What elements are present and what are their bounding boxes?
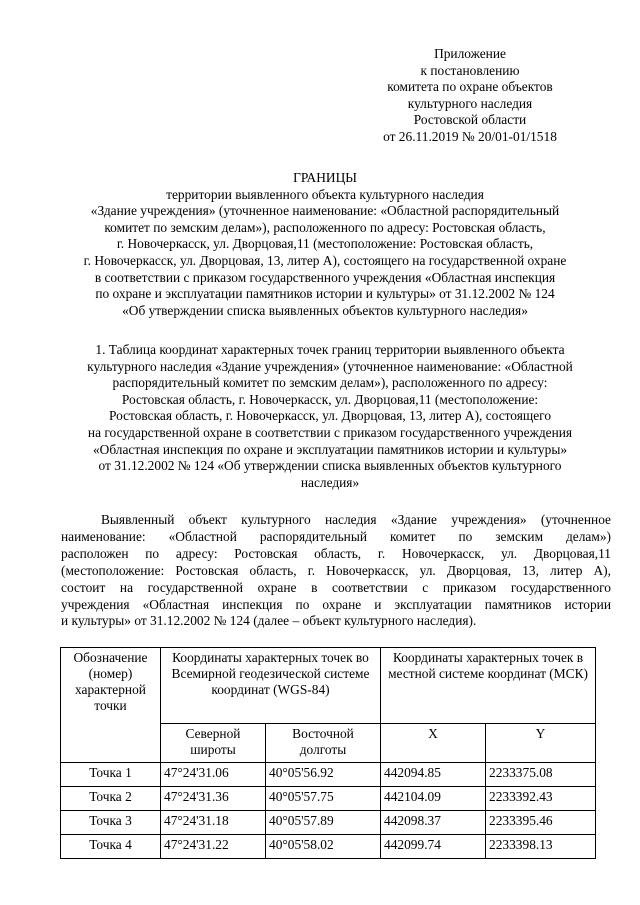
paragraph-line: состоит на государственной охране в соответствии с приказом государственного bbox=[61, 579, 611, 595]
cell-lon: 40°05'56.92 bbox=[266, 763, 381, 787]
cell-point: Точка 2 bbox=[61, 787, 161, 811]
paragraph-line: наименование: «Областной распорядительный комитет по земским делам») bbox=[61, 528, 611, 544]
cell-lon: 40°05'57.75 bbox=[266, 787, 381, 811]
title-heading: ГРАНИЦЫ bbox=[293, 170, 357, 185]
section-line: распорядительный комитет по земским делам»), расположенного по адресу: bbox=[112, 375, 548, 391]
appendix-line: от 26.11.2019 № 20/01-01/1518 bbox=[383, 128, 557, 144]
header-wgs: Координаты характерных точек во Всемирной геодезической системе координат (WGS-84) bbox=[161, 648, 381, 724]
document-title bbox=[40, 170, 610, 319]
section-line: от 31.12.2002 № 124 «Об утверждении списка выявленных объектов культурного bbox=[98, 458, 562, 474]
cell-lat: 47°24'31.36 bbox=[161, 787, 266, 811]
title-line: комитет по земским делам»), расположенного по адресу: Ростовская область, bbox=[104, 219, 546, 235]
cell-lat: 47°24'31.18 bbox=[161, 811, 266, 835]
cell-x: 442099.74 bbox=[381, 835, 486, 859]
paragraph-line: расположен по адресу: Ростовская область, г. Новочеркасск, ул. Дворцовая,11 bbox=[61, 545, 611, 561]
title-line: «Здание учреждения» (уточненное наименование: «Областной распорядительный bbox=[90, 203, 560, 219]
header-east: Восточной долготы bbox=[266, 724, 381, 763]
table-row bbox=[61, 787, 596, 811]
cell-lat: 47°24'31.22 bbox=[161, 835, 266, 859]
section-line: 1. Таблица координат характерных точек границ территории выявленного объекта bbox=[95, 342, 565, 357]
appendix-line: культурного наследия bbox=[407, 95, 533, 111]
cell-y: 2233398.13 bbox=[486, 835, 596, 859]
cell-x: 442104.09 bbox=[381, 787, 486, 811]
header-designation: Обозначение (номер) характерной точки bbox=[61, 648, 161, 763]
table-row bbox=[61, 811, 596, 835]
table-row bbox=[61, 835, 596, 859]
appendix-line: Приложение bbox=[434, 46, 506, 61]
header-y: Y bbox=[486, 724, 596, 763]
paragraph-line: (местоположение: Ростовская область, г. Новочеркасск, ул. Дворцовая, 13, литер А), bbox=[61, 562, 611, 578]
appendix-line: к постановлению bbox=[420, 62, 520, 78]
header-x: X bbox=[381, 724, 486, 763]
section-line: наследия» bbox=[300, 474, 360, 490]
section-heading bbox=[40, 342, 620, 491]
section-line: Ростовская область, г. Новочеркасск, ул. Дворцовая,11 (местоположение: bbox=[121, 391, 539, 407]
cell-lon: 40°05'58.02 bbox=[266, 835, 381, 859]
section-line: Ростовская область, г. Новочеркасск, ул. Дворцовая, 13, литер А), состоящего bbox=[108, 408, 552, 424]
cell-point: Точка 1 bbox=[61, 763, 161, 787]
header-msk: Координаты характерных точек в местной системе координат (МСК) bbox=[381, 648, 596, 724]
cell-point: Точка 3 bbox=[61, 811, 161, 835]
body-paragraph bbox=[61, 512, 611, 630]
title-line: территории выявленного объекта культурного наследия bbox=[166, 186, 484, 202]
cell-x: 442098.37 bbox=[381, 811, 486, 835]
cell-lat: 47°24'31.06 bbox=[161, 763, 266, 787]
title-line: г. Новочеркасск, ул. Дворцовая, 13, литер А), состоящего на государственной охране bbox=[83, 252, 567, 268]
appendix-header bbox=[340, 46, 600, 146]
table-row bbox=[61, 763, 596, 787]
cell-y: 2233375.08 bbox=[486, 763, 596, 787]
cell-lon: 40°05'57.89 bbox=[266, 811, 381, 835]
header-north: Северной широты bbox=[161, 724, 266, 763]
coordinates-table bbox=[60, 647, 596, 859]
cell-x: 442094.85 bbox=[381, 763, 486, 787]
appendix-line: комитета по охране объектов bbox=[387, 79, 553, 95]
paragraph-line: Выявленный объект культурного наследия «Здание учреждения» (уточненное bbox=[101, 512, 611, 527]
section-line: на государственной охране в соответствии с приказом государственного учреждения bbox=[87, 424, 573, 440]
title-line: г. Новочеркасск, ул. Дворцовая,11 (местоположение: Ростовская область, bbox=[116, 236, 534, 252]
appendix-line: Ростовской области bbox=[413, 112, 527, 128]
section-line: культурного наследия «Здание учреждения» (уточненное наименование: «Областной bbox=[87, 358, 573, 374]
paragraph-line: и культуры» от 31.12.2002 № 124 (далее – объект культурного наследия). bbox=[61, 613, 477, 629]
title-line: «Об утверждении списка выявленных объектов культурного наследия» bbox=[122, 302, 528, 318]
cell-point: Точка 4 bbox=[61, 835, 161, 859]
paragraph-line: учреждения «Областная инспекция по охране и эксплуатации памятников истории bbox=[61, 596, 611, 612]
table-header-row bbox=[61, 648, 596, 724]
title-line: по охране и эксплуатации памятников истории и культуры» от 31.12.2002 № 124 bbox=[95, 286, 555, 302]
section-line: «Областная инспекция по охране и эксплуатации памятников истории и культуры» bbox=[92, 441, 568, 457]
cell-y: 2233395.46 bbox=[486, 811, 596, 835]
cell-y: 2233392.43 bbox=[486, 787, 596, 811]
title-line: в соответствии с приказом государственного учреждения «Областная инспекция bbox=[94, 269, 556, 285]
